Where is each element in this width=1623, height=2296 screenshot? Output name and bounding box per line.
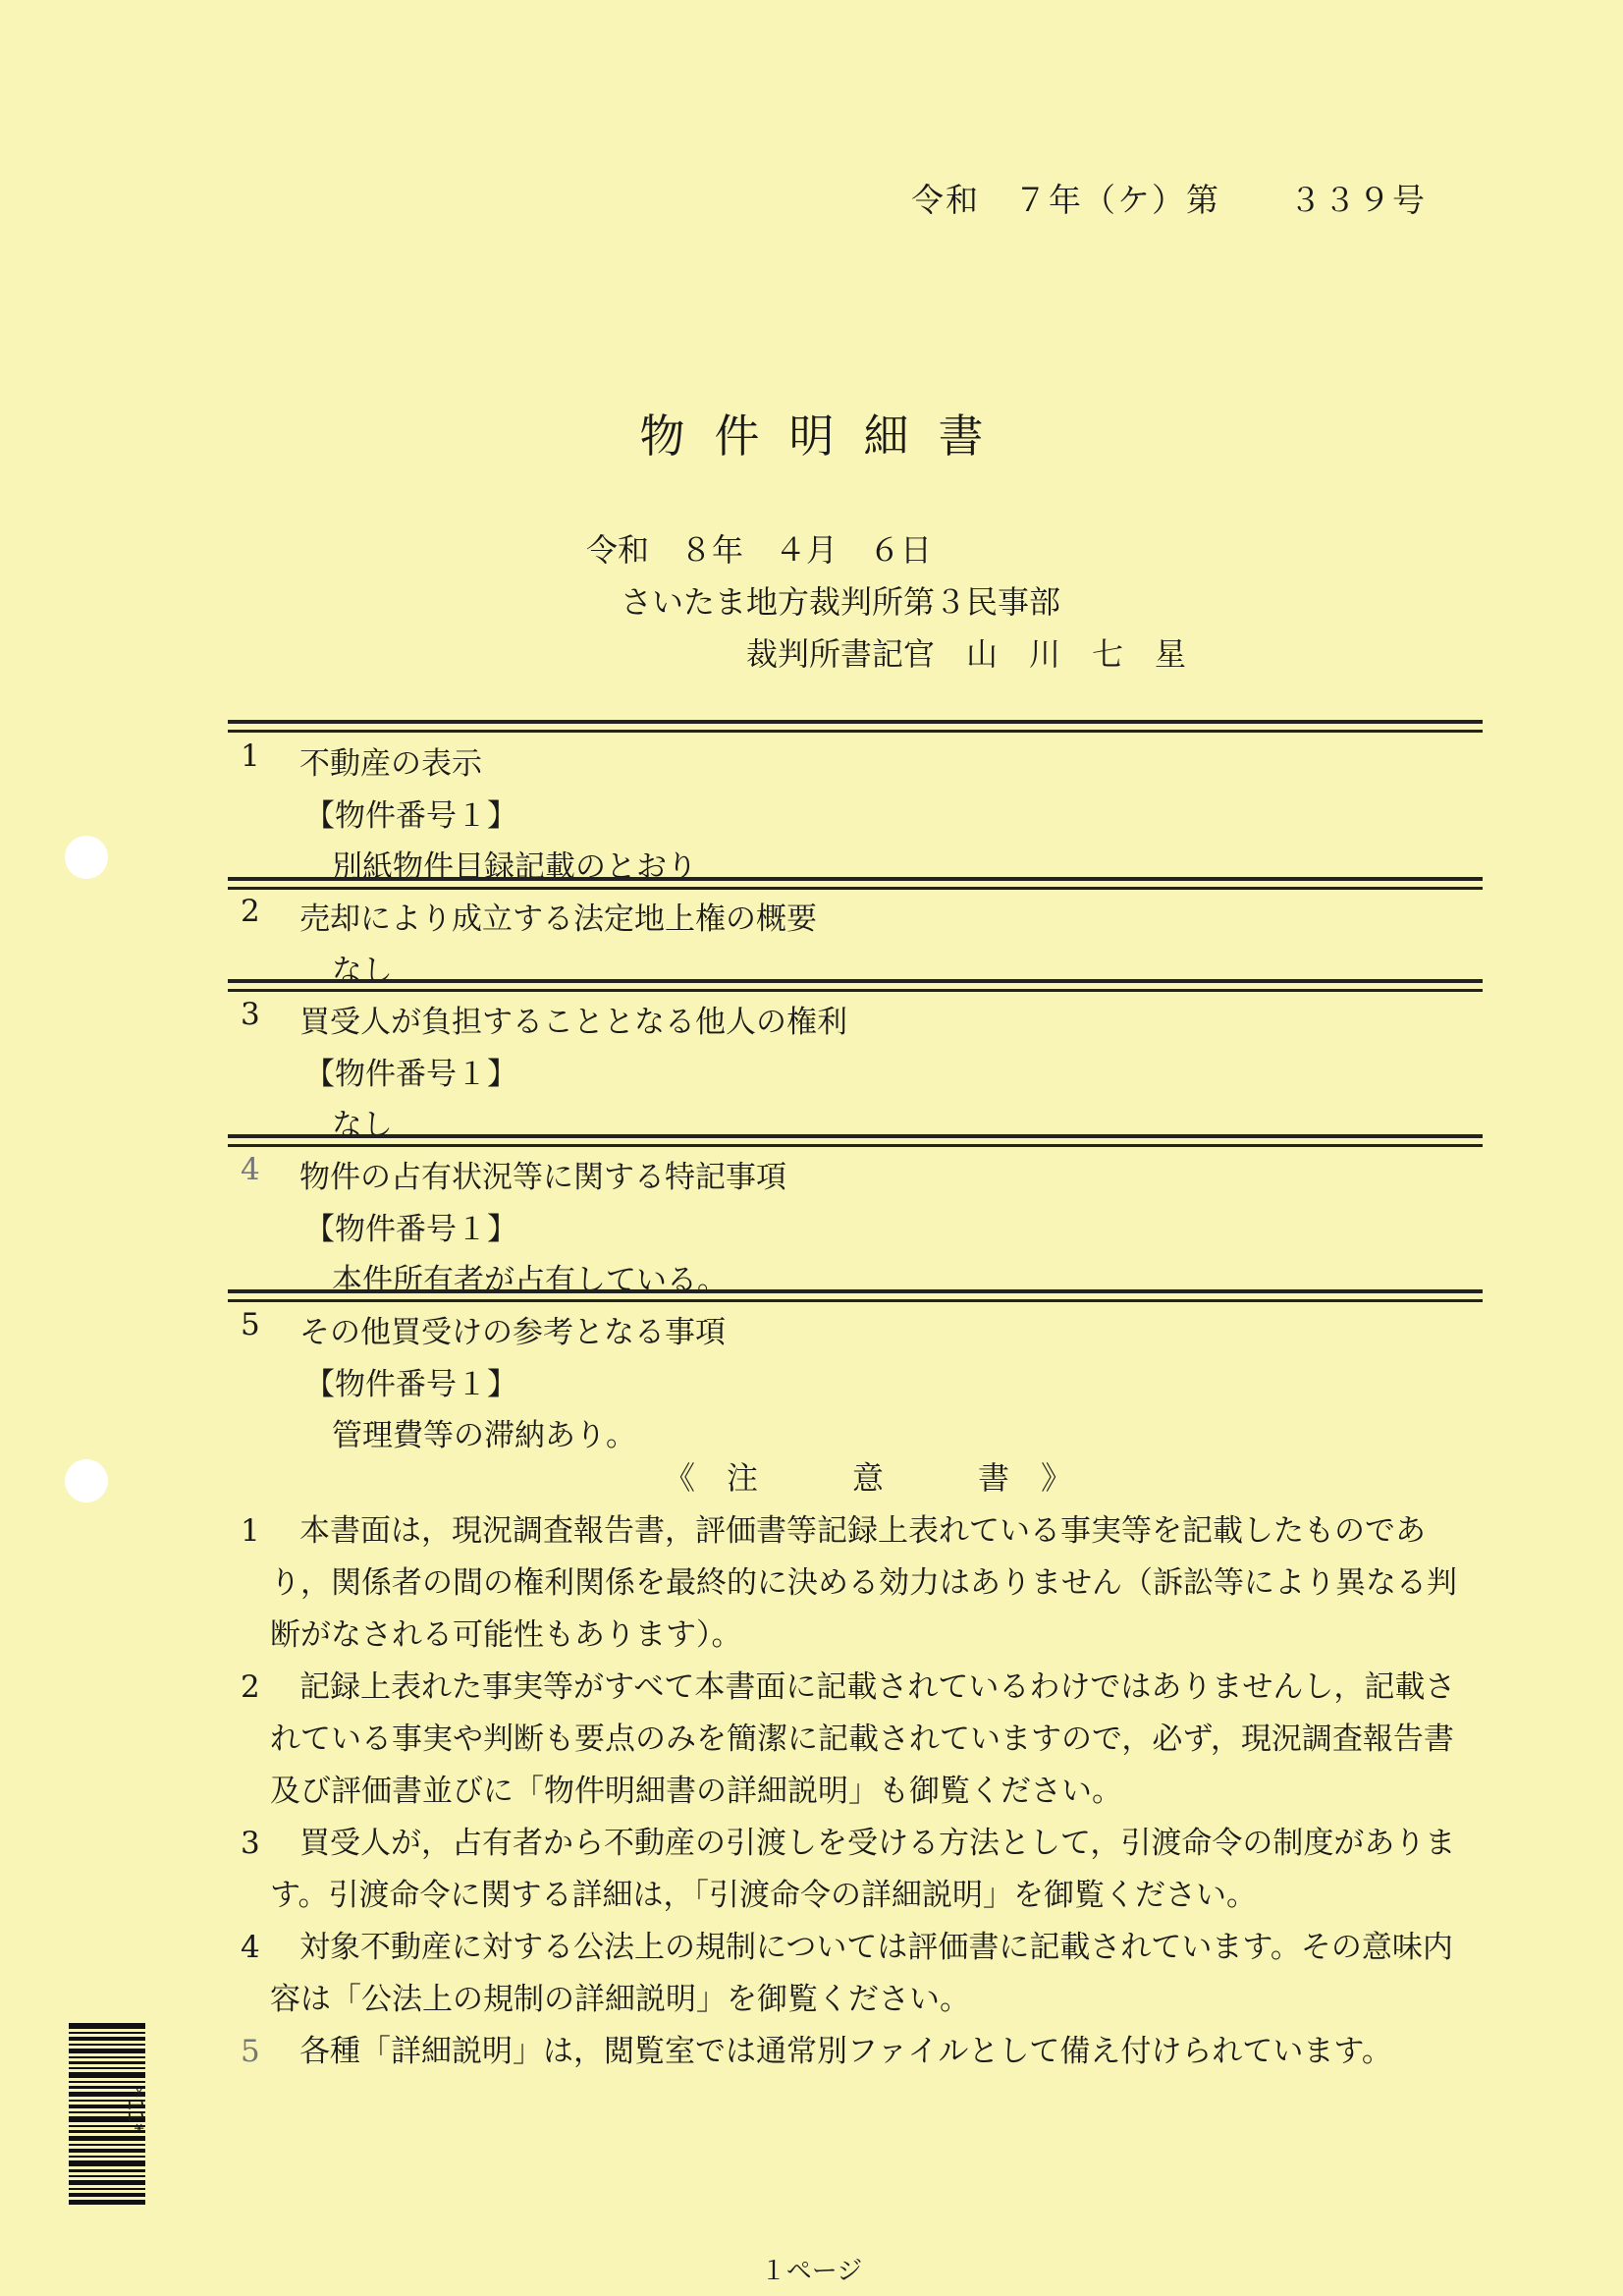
notice-item-number: 3 bbox=[241, 1826, 260, 1861]
punch-hole bbox=[65, 836, 108, 879]
section-content: なし bbox=[332, 954, 393, 989]
section-content: 別紙物件目録記載のとおり bbox=[332, 849, 697, 885]
notice-item-number: 2 bbox=[241, 1669, 260, 1705]
case-number: 令和 ７年（ケ）第 ３３９号 bbox=[911, 181, 1427, 219]
property-number-label: 【物件番号１】 bbox=[304, 1212, 517, 1247]
section-divider bbox=[228, 1134, 1483, 1147]
section-divider bbox=[228, 720, 1483, 733]
document-title: 物件明細書 bbox=[639, 410, 1013, 463]
section-content: なし bbox=[332, 1108, 393, 1143]
notice-item-number: 4 bbox=[241, 1930, 260, 1965]
section-number: 1 bbox=[241, 738, 260, 774]
notice-item bbox=[241, 1662, 1458, 1818]
notice-item bbox=[241, 1922, 1458, 2026]
notice-item-text: 買受人が，占有者から不動産の引渡しを受ける方法として，引渡命令の制度があります。引渡命令に関する詳細は，「引渡命令の詳細説明」を御覧ください。 bbox=[270, 1826, 1456, 1913]
section-heading: 買受人が負担することとなる他人の権利 bbox=[299, 1005, 847, 1040]
notice-item-number: 5 bbox=[241, 2034, 260, 2069]
notice-item-text: 対象不動産に対する公法上の規制については評価書に記載されています。その意味内容は「公法上の規制の詳細説明」を御覧ください。 bbox=[270, 1930, 1453, 2017]
notice-item-text: 記録上表れた事実等がすべて本書面に記載されているわけではありませんし，記載されている事実や判断も要点のみを簡潔に記載されていますので，必ず，現況調査報告書及び評価書並びに「物件明細書の詳細説明」も御覧ください。 bbox=[270, 1669, 1456, 1809]
section-divider bbox=[228, 877, 1483, 890]
barcode-label: *11* bbox=[124, 2087, 147, 2135]
section-heading: 売却により成立する法定地上権の概要 bbox=[299, 902, 817, 937]
notice-item bbox=[241, 1818, 1458, 1922]
notice-item-text: 本書面は，現況調査報告書，評価書等記録上表れている事実等を記載したものであり，関係者の間の権利関係を最終的に決める効力はありません（訴訟等により異なる判断がなされる可能性もあります）。 bbox=[270, 1513, 1457, 1653]
notice-item-number: 1 bbox=[241, 1513, 260, 1549]
issue-date: 令和 ８年 ４月 ６日 bbox=[586, 531, 933, 569]
section-divider bbox=[228, 1289, 1483, 1302]
section-number: 5 bbox=[241, 1307, 260, 1342]
section-heading: その他買受けの参考となる事項 bbox=[299, 1315, 726, 1350]
section-number: 3 bbox=[241, 997, 260, 1032]
notice-item bbox=[241, 2026, 1458, 2078]
page-number: １ページ bbox=[760, 2257, 863, 2286]
punch-hole bbox=[65, 1459, 108, 1503]
section-heading: 物件の占有状況等に関する特記事項 bbox=[299, 1160, 786, 1195]
section-number: 2 bbox=[241, 894, 260, 929]
section-divider bbox=[228, 979, 1483, 992]
section-number: 4 bbox=[241, 1152, 260, 1187]
section-heading: 不動産の表示 bbox=[299, 746, 482, 782]
court-clerk: 裁判所書記官 山 川 七 星 bbox=[746, 635, 1187, 673]
section-content: 管理費等の滞納あり。 bbox=[332, 1418, 636, 1453]
notice-item-text: 各種「詳細説明」は，閲覧室では通常別ファイルとして備え付けられています。 bbox=[299, 2034, 1392, 2069]
property-number-label: 【物件番号１】 bbox=[304, 1057, 517, 1092]
court-name: さいたま地方裁判所第３民事部 bbox=[621, 583, 1061, 621]
section-content: 本件所有者が占有している。 bbox=[332, 1263, 728, 1298]
property-number-label: 【物件番号１】 bbox=[304, 798, 517, 834]
property-number-label: 【物件番号１】 bbox=[304, 1367, 517, 1402]
notice-title: 《 注 意 書 》 bbox=[664, 1459, 1073, 1497]
notice-item bbox=[241, 1505, 1458, 1662]
